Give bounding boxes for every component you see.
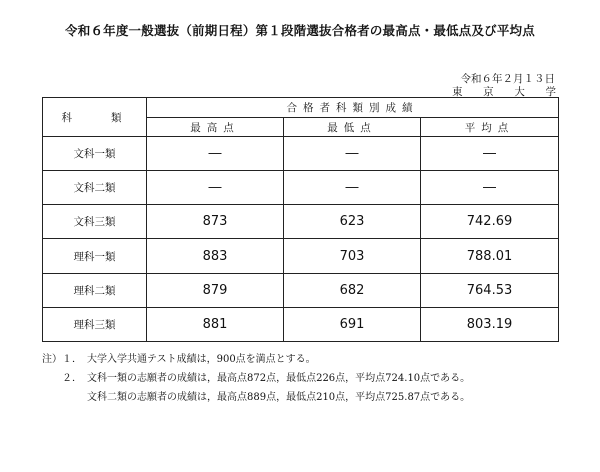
avg-score: 742.69 xyxy=(421,205,559,239)
max-score: 881 xyxy=(147,307,284,341)
organization-char: 京 xyxy=(483,86,494,98)
table-row xyxy=(43,171,559,205)
table-row xyxy=(43,137,559,171)
min-score: 682 xyxy=(284,273,421,307)
category-name: 理科二類 xyxy=(43,273,147,307)
issue-date: 令和６年２月１３日 xyxy=(460,73,555,85)
min-score: 623 xyxy=(284,205,421,239)
scores-table xyxy=(42,97,559,342)
max-score-header: 最高点 xyxy=(147,118,284,137)
category-name: 理科一類 xyxy=(43,239,147,273)
category-header: 科 類 xyxy=(43,98,147,137)
avg-score: ― xyxy=(421,171,559,205)
footnote-marker: 注）１． xyxy=(42,354,82,365)
footnote-marker: ２． xyxy=(42,373,82,384)
document-title: 令和６年度一般選抜（前期日程）第１段階選抜合格者の最高点・最低点及び平均点 xyxy=(65,23,535,38)
table-row xyxy=(43,273,559,307)
avg-score: 788.01 xyxy=(421,239,559,273)
footnote-text: 大学入学共通テスト成績は，900点を満点とする。 xyxy=(87,354,316,365)
organization-char: 学 xyxy=(545,86,556,98)
footnote-text: 文科一類の志願者の成績は，最高点872点，最低点226点，平均点724.10点である。 xyxy=(87,373,471,384)
min-score: ― xyxy=(284,171,421,205)
category-name: 理科三類 xyxy=(43,307,147,341)
min-score: ― xyxy=(284,137,421,171)
category-name: 文科二類 xyxy=(43,171,147,205)
table-row xyxy=(43,307,559,341)
max-score: ― xyxy=(147,171,284,205)
table-row xyxy=(43,239,559,273)
category-name: 文科三類 xyxy=(43,205,147,239)
max-score: 883 xyxy=(147,239,284,273)
max-score: 879 xyxy=(147,273,284,307)
avg-score: ― xyxy=(421,137,559,171)
category-name: 文科一類 xyxy=(43,137,147,171)
max-score: 873 xyxy=(147,205,284,239)
min-score: 691 xyxy=(284,307,421,341)
avg-score-header: 平均点 xyxy=(421,118,559,137)
max-score: ― xyxy=(147,137,284,171)
avg-score: 764.53 xyxy=(421,273,559,307)
table-row xyxy=(43,205,559,239)
organization-char: 東 xyxy=(452,86,463,98)
results-group-header: 合格者科類別成績 xyxy=(147,98,559,118)
min-score-header: 最低点 xyxy=(284,118,421,137)
avg-score: 803.19 xyxy=(421,307,559,341)
organization-char: 大 xyxy=(514,86,525,98)
footnote-text: 文科二類の志願者の成績は，最高点889点，最低点210点，平均点725.87点である。 xyxy=(87,392,471,403)
min-score: 703 xyxy=(284,239,421,273)
